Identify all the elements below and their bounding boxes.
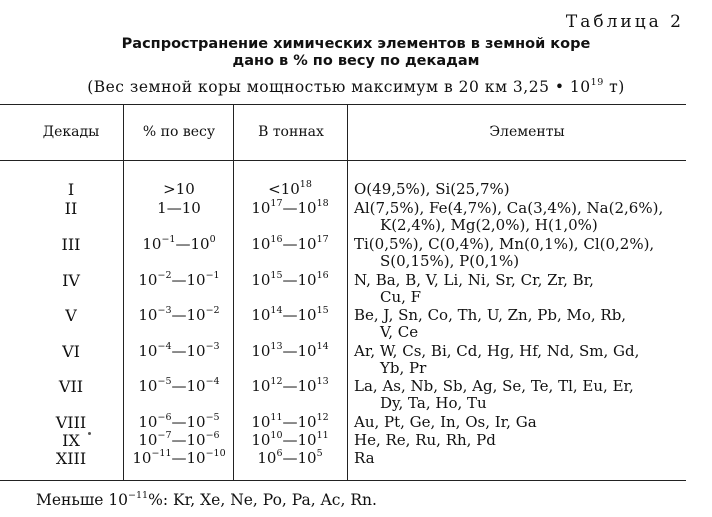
elements-cell <box>354 343 704 377</box>
tons-text: —10 <box>282 235 317 253</box>
elements-line: Dy, Ta, Ho, Tu <box>380 394 487 412</box>
percent-exponent: −4 <box>205 376 220 387</box>
percent-cell <box>125 200 233 217</box>
percent-exponent: −2 <box>205 305 220 316</box>
percent-exponent: −1 <box>205 270 220 281</box>
percent-exponent: −3 <box>157 305 172 316</box>
tons-exponent: 17 <box>270 198 283 209</box>
percent-cell <box>125 236 233 253</box>
tons-text: 10 <box>251 271 271 289</box>
subtitle-exponent: 19 <box>590 76 604 88</box>
elements-line: N, Ba, B, V, Li, Ni, Sr, Cr, Zr, Br, <box>354 271 594 289</box>
percent-cell <box>125 272 233 289</box>
tons-exponent: 14 <box>316 341 329 352</box>
print-speck <box>88 432 91 435</box>
tons-text: <10 <box>268 180 300 198</box>
elements-cell <box>354 307 704 341</box>
elements-line: Cu, F <box>380 288 422 306</box>
tons-text: —10 <box>282 413 317 431</box>
percent-exponent: −10 <box>205 448 226 459</box>
tons-text: 10 <box>251 235 271 253</box>
tons-text: —10 <box>282 431 317 449</box>
percent-cell <box>125 307 233 324</box>
column-divider-1 <box>123 104 124 481</box>
column-header-elements: Элементы <box>489 124 565 140</box>
percent-text: —10 <box>171 413 206 431</box>
percent-text: —10 <box>171 271 206 289</box>
elements-cell <box>354 432 704 449</box>
percent-cell <box>125 343 233 360</box>
tons-exponent: 18 <box>316 198 329 209</box>
table-bottom-rule <box>0 480 686 481</box>
elements-line: Ti(0,5%), C(0,4%), Mn(0,1%), Cl(0,2%), <box>354 235 655 253</box>
elements-line: Au, Pt, Ge, In, Os, Ir, Ga <box>354 413 537 431</box>
percent-text: —10 <box>171 449 206 467</box>
elements-cell <box>354 450 704 467</box>
percent-exponent: −6 <box>157 412 172 423</box>
percent-text: 10 <box>138 271 158 289</box>
percent-text: 1—10 <box>157 199 201 217</box>
tons-cell <box>235 200 345 217</box>
table-title-line2: дано в % по весу по декадам <box>232 53 480 69</box>
tons-exponent: 16 <box>316 270 329 281</box>
percent-text: >10 <box>163 180 195 198</box>
tons-text: —10 <box>282 199 317 217</box>
footnote-elements: %: Kr, Xe, Ne, Po, Pa, Ac, Rn. <box>148 491 377 509</box>
elements-cell <box>354 272 704 306</box>
tons-exponent: 16 <box>270 234 283 245</box>
tons-cell <box>235 343 345 360</box>
percent-exponent: −5 <box>205 412 220 423</box>
percent-exponent: −1 <box>161 234 176 245</box>
percent-exponent: −7 <box>157 430 172 441</box>
decade-cell: V <box>65 306 77 325</box>
elements-cell <box>354 378 704 412</box>
tons-exponent: 15 <box>270 270 283 281</box>
elements-line: Ar, W, Cs, Bi, Cd, Hg, Hf, Nd, Sm, Gd, <box>354 342 640 360</box>
tons-text: —10 <box>282 449 317 467</box>
percent-text: —10 <box>171 306 206 324</box>
tons-text: —10 <box>282 271 317 289</box>
tons-text: 10 <box>251 377 271 395</box>
elements-cell <box>354 236 704 270</box>
percent-cell <box>125 378 233 395</box>
tons-text: 10 <box>251 431 271 449</box>
tons-cell <box>235 432 345 449</box>
percent-text: 10 <box>138 413 158 431</box>
tons-exponent: 5 <box>316 448 323 459</box>
tons-exponent: 11 <box>270 412 283 423</box>
elements-line: Ra <box>354 449 375 467</box>
elements-line: Al(7,5%), Fe(4,7%), Ca(3,4%), Na(2,6%), <box>354 199 664 217</box>
table-subtitle <box>0 78 712 96</box>
tons-exponent: 17 <box>316 234 329 245</box>
tons-exponent: 11 <box>316 430 329 441</box>
column-header-decade: Декады <box>42 124 100 140</box>
decade-cell: I <box>67 180 75 199</box>
elements-cell <box>354 200 704 234</box>
column-header-percent: % по весу <box>142 124 216 140</box>
elements-line: Be, J, Sn, Co, Th, U, Zn, Pb, Mo, Rb, <box>354 306 627 324</box>
tons-cell <box>235 236 345 253</box>
tons-exponent: 13 <box>316 376 329 387</box>
percent-cell <box>125 181 233 198</box>
percent-text: 10 <box>138 431 158 449</box>
tons-cell <box>235 378 345 395</box>
tons-text: 10 <box>251 199 271 217</box>
decade-cell: IV <box>62 271 80 290</box>
percent-text: 10 <box>138 377 158 395</box>
tons-exponent: 15 <box>316 305 329 316</box>
decade-cell: VII <box>58 377 84 396</box>
tons-text: —10 <box>282 342 317 360</box>
subtitle-unit: т) <box>603 78 625 96</box>
tons-cell <box>235 450 345 467</box>
tons-exponent: 14 <box>270 305 283 316</box>
elements-cell <box>354 414 704 431</box>
elements-line: He, Re, Ru, Rh, Pd <box>354 431 496 449</box>
column-divider-2 <box>233 104 234 481</box>
percent-exponent: 0 <box>209 234 216 245</box>
elements-line: O(49,5%), Si(25,7%) <box>354 180 510 198</box>
tons-text: —10 <box>282 306 317 324</box>
tons-exponent: 18 <box>299 179 312 190</box>
decade-cell: XIII <box>55 449 87 468</box>
percent-exponent: −11 <box>151 448 172 459</box>
percent-text: —10 <box>171 377 206 395</box>
table-number: Таблица 2 <box>565 12 684 32</box>
percent-exponent: −4 <box>157 341 172 352</box>
tons-cell <box>235 272 345 289</box>
percent-text: —10 <box>171 431 206 449</box>
percent-text: 10 <box>138 342 158 360</box>
table-footnote <box>36 491 377 509</box>
percent-cell <box>125 432 233 449</box>
decade-cell: VI <box>62 342 80 361</box>
percent-text: —10 <box>175 235 210 253</box>
tons-cell <box>235 181 345 198</box>
table-title: Распространение химических элементов в земной коре <box>121 36 591 52</box>
elements-line: V, Ce <box>380 323 419 341</box>
percent-cell <box>125 450 233 467</box>
tons-exponent: 6 <box>276 448 283 459</box>
elements-line: S(0,15%), P(0,1%) <box>380 252 520 270</box>
tons-exponent: 12 <box>270 376 283 387</box>
percent-cell <box>125 414 233 431</box>
decade-cell: IX <box>62 431 80 450</box>
footnote-exponent: −11 <box>128 489 149 501</box>
decade-cell: III <box>61 235 81 254</box>
column-header-tons: В тоннах <box>258 124 324 140</box>
tons-text: 10 <box>251 306 271 324</box>
tons-text: 10 <box>257 449 277 467</box>
tons-exponent: 10 <box>270 430 283 441</box>
decade-cell: VIII <box>55 413 87 432</box>
percent-text: 10 <box>142 235 162 253</box>
percent-text: 10 <box>138 306 158 324</box>
elements-line: K(2,4%), Mg(2,0%), H(1,0%) <box>380 216 598 234</box>
tons-text: 10 <box>251 342 271 360</box>
tons-cell <box>235 414 345 431</box>
percent-exponent: −2 <box>157 270 172 281</box>
decade-cell: II <box>64 199 78 218</box>
tons-exponent: 12 <box>316 412 329 423</box>
elements-line: Yb, Pr <box>380 359 427 377</box>
tons-exponent: 13 <box>270 341 283 352</box>
tons-text: —10 <box>282 377 317 395</box>
percent-exponent: −3 <box>205 341 220 352</box>
percent-exponent: −6 <box>205 430 220 441</box>
tons-cell <box>235 307 345 324</box>
percent-text: —10 <box>171 342 206 360</box>
footnote-text: Меньше 10 <box>36 491 129 509</box>
subtitle-text: (Вес земной коры мощностью максимум в 20 км 3,25 • 10 <box>87 78 591 96</box>
table-header-rule <box>0 160 686 161</box>
percent-exponent: −5 <box>157 376 172 387</box>
percent-text: 10 <box>132 449 152 467</box>
tons-text: 10 <box>251 413 271 431</box>
elements-line: La, As, Nb, Sb, Ag, Se, Te, Tl, Eu, Er, <box>354 377 634 395</box>
elements-cell <box>354 181 704 198</box>
column-divider-3 <box>347 104 348 481</box>
